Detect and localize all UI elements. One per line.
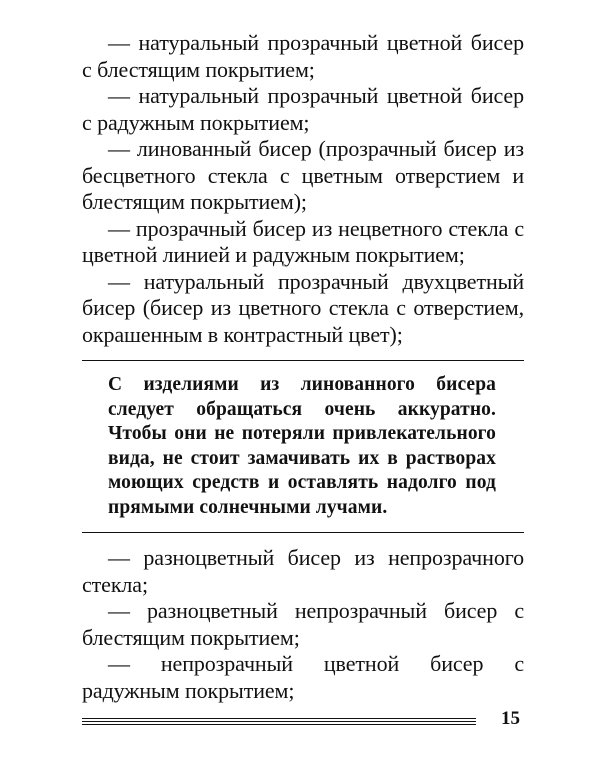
page-number: 15 [501, 708, 520, 729]
footer-rule [82, 721, 476, 722]
list-item: — прозрачный бисер из нецветного стекла с цветной линией и радужным покрытием; [82, 215, 524, 267]
list-item: — линованный бисер (прозрачный бисер из бесцветного стекла с цветным отверстием и блестящим покрытием); [82, 136, 524, 214]
list-item: — непрозрачный цветной бисер с радужным покрытием; [82, 651, 524, 703]
footer-rule [82, 724, 476, 725]
footer-rule [82, 718, 476, 719]
bead-types-list-bottom [82, 545, 524, 704]
list-item: — натуральный прозрачный цветной бисер с блестящим покрытием; [82, 30, 524, 82]
bead-types-list-top [82, 30, 524, 348]
note-bottom-rule [82, 532, 524, 533]
list-item: — натуральный прозрачный цветной бисер с радужным покрытием; [82, 83, 524, 135]
list-item: — натуральный прозрачный двухцветный бисер (бисер из цветного стекла с отверстием, окрашенным в контрастный цвет); [82, 268, 524, 347]
page-footer [82, 708, 524, 736]
care-note: С изделиями из линованного бисера следует обращаться очень аккуратно. Чтобы они не потеряли привлекательного вида, не стоит замачивать их в растворах моющих средств и оставлять надолго под прямыми солнечными лучами. [108, 374, 496, 518]
list-item: — разноцветный непрозрачный бисер с блестящим покрытием; [82, 598, 524, 650]
page-body [82, 30, 524, 704]
list-item: — разноцветный бисер из непрозрачного стекла; [82, 545, 524, 597]
note-top-rule [82, 360, 524, 361]
